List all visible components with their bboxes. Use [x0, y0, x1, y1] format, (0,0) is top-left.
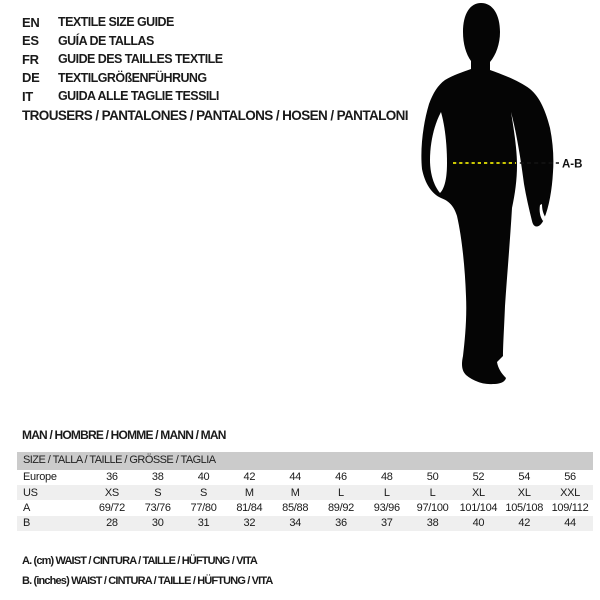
table-row [17, 516, 593, 531]
size-value: 81/84 [236, 501, 263, 514]
measure-label-ab: A-B [562, 158, 583, 171]
language-code: IT [22, 88, 33, 104]
language-label: GUÍA DE TALLAS [58, 33, 154, 48]
language-title-list [22, 13, 223, 106]
size-value: 42 [518, 517, 531, 530]
size-value: 44 [289, 471, 301, 484]
size-value: 56 [564, 471, 576, 484]
language-code: DE [22, 70, 40, 86]
language-label: TEXTILGRÖßENFÜHRUNG [58, 70, 207, 85]
size-value: 44 [564, 517, 576, 530]
language-label: GUIDE DES TAILLES TEXTILE [58, 52, 223, 67]
size-value: 42 [243, 471, 256, 484]
size-value: 54 [518, 471, 531, 484]
size-value: 77/80 [190, 501, 217, 514]
row-label: US [23, 486, 38, 499]
size-value: 30 [151, 517, 164, 530]
size-value: 93/96 [373, 501, 400, 514]
man-silhouette-body [421, 3, 553, 384]
size-value: XL [517, 486, 531, 499]
size-value: 31 [197, 517, 210, 530]
size-value: S [200, 486, 208, 499]
row-label: B [23, 517, 31, 530]
size-value: 40 [472, 517, 485, 530]
size-value: 105/108 [505, 501, 544, 514]
size-value: 69/72 [98, 501, 125, 514]
table-row [17, 500, 593, 515]
size-value: 37 [380, 517, 393, 530]
row-label: A [23, 501, 31, 514]
language-row [22, 13, 223, 32]
size-value: 50 [426, 471, 439, 484]
size-value: L [338, 486, 344, 499]
language-row [22, 32, 223, 51]
language-label: TEXTILE SIZE GUIDE [58, 15, 174, 30]
table-row [17, 470, 593, 485]
size-value: 109/112 [551, 501, 589, 514]
size-value: XL [471, 486, 485, 499]
size-table [17, 452, 593, 531]
size-value: L [383, 486, 390, 499]
language-code: FR [22, 51, 39, 67]
size-value: XS [104, 486, 119, 499]
language-code: EN [22, 14, 40, 30]
size-value: 32 [243, 517, 256, 530]
section-title-man: MAN / HOMBRE / HOMME / MANN / MAN [22, 428, 226, 442]
language-label: GUIDA ALLE TAGLIE TESSILI [58, 89, 219, 104]
size-value: 28 [106, 517, 118, 530]
size-table-rows [17, 470, 593, 532]
size-value: 52 [472, 471, 485, 484]
size-value: 38 [426, 517, 439, 530]
size-value: 46 [335, 471, 347, 484]
size-value: XXL [560, 486, 580, 499]
measure-notes [22, 551, 273, 591]
man-silhouette-icon [405, 0, 600, 400]
size-value: 38 [151, 471, 164, 484]
size-value: 40 [197, 471, 210, 484]
size-value: 101/104 [459, 501, 498, 514]
size-value: 36 [335, 517, 347, 530]
size-value: S [154, 486, 162, 499]
size-value: 97/100 [416, 501, 449, 514]
table-row [17, 485, 593, 500]
garment-title: TROUSERS / PANTALONES / PANTALONS / HOSEN / PANTALONI [22, 108, 408, 123]
language-code: ES [22, 33, 39, 49]
size-value: 36 [106, 471, 118, 484]
size-value: 85/88 [282, 501, 309, 514]
size-value: M [244, 486, 254, 499]
language-row [22, 69, 223, 88]
size-value: 34 [289, 517, 301, 530]
language-row [22, 87, 223, 106]
size-table-header: SIZE / TALLA / TAILLE / GRÖSSE / TAGLIA [17, 452, 593, 470]
measure-note: B. (inches) WAIST / CINTURA / TAILLE / HÜFTUNG / VITA [22, 575, 273, 587]
size-value: 73/76 [144, 501, 171, 514]
row-label: Europe [23, 471, 57, 484]
measure-note: A. (cm) WAIST / CINTURA / TAILLE / HÜFTUNG / VITA [22, 555, 257, 567]
size-value: 89/92 [327, 501, 354, 514]
size-value: 48 [380, 471, 393, 484]
size-value: M [290, 486, 300, 499]
language-row [22, 50, 223, 69]
size-value: L [429, 486, 436, 499]
